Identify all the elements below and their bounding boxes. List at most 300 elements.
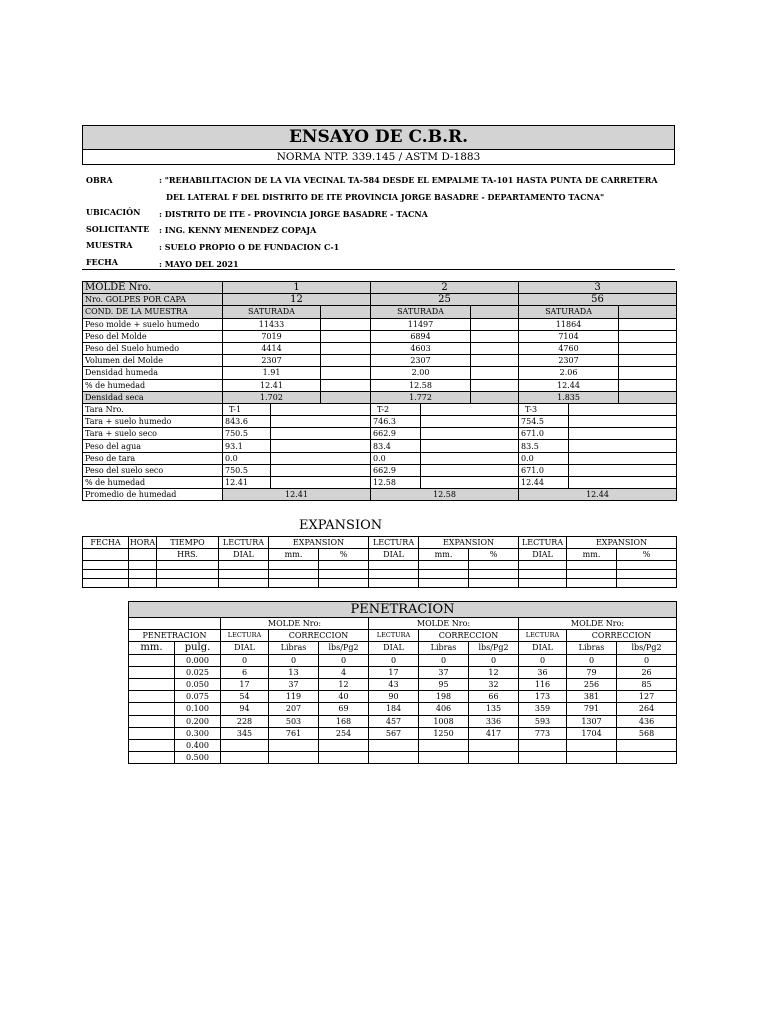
empty-cell <box>129 715 175 727</box>
empty-cell <box>129 618 221 630</box>
empty-cell <box>319 561 369 570</box>
reading-value <box>519 739 567 751</box>
reading-value: 116 <box>519 678 567 690</box>
penetracion-header: PENETRACION <box>129 630 221 642</box>
muestra-label: MUESTRA <box>86 240 133 250</box>
cond-value: SATURADA <box>371 306 471 318</box>
empty-cell <box>569 452 677 464</box>
empty-cell <box>271 477 371 489</box>
promedio-row <box>83 489 677 501</box>
reading-value: 264 <box>617 703 677 715</box>
empty-cell <box>569 440 677 452</box>
reading-value <box>269 752 319 764</box>
row-value: 11433 <box>223 318 321 330</box>
empty-cell <box>471 379 519 391</box>
empty-cell <box>157 570 219 579</box>
muestra-value: : SUELO PROPIO O DE FUNDACION C-1 <box>159 242 340 252</box>
empty-cell <box>129 703 175 715</box>
reading-value <box>567 752 617 764</box>
row-value: 4603 <box>371 342 471 354</box>
lectura-header: LECTURA <box>369 537 419 549</box>
penetracion-data-row <box>129 752 677 764</box>
reading-value: 119 <box>269 691 319 703</box>
empty-cell <box>469 579 519 588</box>
molde-data-row <box>83 367 677 379</box>
dial-header: DIAL <box>369 642 419 654</box>
row-value: 4760 <box>519 342 619 354</box>
reading-value <box>519 752 567 764</box>
empty-cell <box>271 440 371 452</box>
tara-value: 662.9 <box>371 428 421 440</box>
empty-cell <box>567 561 617 570</box>
reading-value: 0 <box>469 654 519 666</box>
penetracion-header-row <box>129 630 677 642</box>
molde-nro-header: MOLDE Nro: <box>369 618 519 630</box>
empty-cell <box>617 570 677 579</box>
tara-value: 0.0 <box>223 452 271 464</box>
empty-cell <box>421 428 519 440</box>
reading-value: 12 <box>319 678 369 690</box>
empty-cell <box>157 561 219 570</box>
empty-cell <box>471 367 519 379</box>
tara-value: 83.5 <box>519 440 569 452</box>
empty-cell <box>519 570 567 579</box>
row-value: 11864 <box>519 318 619 330</box>
row-value: 1.835 <box>519 391 619 403</box>
reading-value: 593 <box>519 715 567 727</box>
reading-value: 568 <box>617 727 677 739</box>
reading-value: 173 <box>519 691 567 703</box>
reading-value: 256 <box>567 678 617 690</box>
empty-cell <box>271 428 371 440</box>
tara-value: 0.0 <box>519 452 569 464</box>
empty-cell <box>619 342 677 354</box>
row-value: 2.06 <box>519 367 619 379</box>
reading-value <box>319 739 369 751</box>
empty-cell <box>421 477 519 489</box>
empty-cell <box>219 570 269 579</box>
cond-label: COND. DE LA MUESTRA <box>83 306 223 318</box>
reading-value: 40 <box>319 691 369 703</box>
hrs-header: HRS. <box>157 549 219 561</box>
reading-value: 36 <box>519 666 567 678</box>
dial-header: DIAL <box>219 549 269 561</box>
expansion-empty-row <box>83 561 677 570</box>
penetracion-data-row <box>129 703 677 715</box>
row-label: Peso de tara <box>83 452 223 464</box>
correccion-header: CORRECCION <box>419 630 519 642</box>
empty-cell <box>471 391 519 403</box>
pulg-header: pulg. <box>175 642 221 654</box>
empty-cell <box>519 579 567 588</box>
ubicacion-value: : DISTRITO DE ITE - PROVINCIA JORGE BASADRE - TACNA <box>159 209 428 219</box>
reading-value: 436 <box>617 715 677 727</box>
tara-value: 93.1 <box>223 440 271 452</box>
units-row <box>129 642 677 654</box>
tara-value: 12.41 <box>223 477 271 489</box>
reading-value: 32 <box>469 678 519 690</box>
penetracion-title: PENETRACION <box>129 602 677 618</box>
tara-row <box>83 440 677 452</box>
tara-value: 754.5 <box>519 416 569 428</box>
molde-data-row <box>83 318 677 330</box>
reading-value: 85 <box>617 678 677 690</box>
tara-row <box>83 452 677 464</box>
mm-header: mm. <box>419 549 469 561</box>
fecha-value: : MAYO DEL 2021 <box>159 259 239 269</box>
reading-value: 503 <box>269 715 319 727</box>
reading-value: 0 <box>369 654 419 666</box>
empty-cell <box>129 739 175 751</box>
row-value: 1.702 <box>223 391 321 403</box>
pct-header: % <box>617 549 677 561</box>
cond-value: SATURADA <box>519 306 619 318</box>
penetracion-data-row <box>129 666 677 678</box>
empty-cell <box>129 654 175 666</box>
tara-value: 662.9 <box>371 464 421 476</box>
lbspg2-header: lbs/Pg2 <box>469 642 519 654</box>
empty-cell <box>129 561 157 570</box>
reading-value: 1250 <box>419 727 469 739</box>
empty-cell <box>129 666 175 678</box>
molde-data-row <box>83 379 677 391</box>
empty-cell <box>157 579 219 588</box>
mm-header: mm. <box>129 642 175 654</box>
row-value: 2307 <box>223 355 321 367</box>
empty-cell <box>269 570 319 579</box>
reading-value: 1704 <box>567 727 617 739</box>
pct-header: % <box>319 549 369 561</box>
pulg-value: 0.075 <box>175 691 221 703</box>
correccion-header: CORRECCION <box>269 630 369 642</box>
empty-cell <box>619 306 677 318</box>
empty-cell <box>269 579 319 588</box>
empty-cell <box>129 752 175 764</box>
molde-number: 1 <box>223 282 371 294</box>
reading-value: 13 <box>269 666 319 678</box>
reading-value <box>319 752 369 764</box>
reading-value: 79 <box>567 666 617 678</box>
empty-cell <box>469 561 519 570</box>
empty-cell <box>129 579 157 588</box>
row-label: Peso del Molde <box>83 330 223 342</box>
empty-cell <box>129 678 175 690</box>
tiempo-header: TIEMPO <box>157 537 219 549</box>
reading-value: 90 <box>369 691 419 703</box>
golpes-value: 56 <box>519 294 677 306</box>
fecha-header: FECHA <box>83 537 129 549</box>
reading-value: 761 <box>269 727 319 739</box>
reading-value: 95 <box>419 678 469 690</box>
mm-header: mm. <box>567 549 617 561</box>
reading-value: 184 <box>369 703 419 715</box>
reading-value: 207 <box>269 703 319 715</box>
row-label: Densidad seca <box>83 391 223 403</box>
empty-cell <box>83 549 129 561</box>
empty-cell <box>567 570 617 579</box>
reading-value <box>469 752 519 764</box>
row-value: 12.44 <box>519 379 619 391</box>
penetracion-title-row <box>129 602 677 618</box>
reading-value <box>221 752 269 764</box>
reading-value <box>221 739 269 751</box>
molde-nro-header: MOLDE Nro: <box>221 618 369 630</box>
reading-value <box>617 739 677 751</box>
promedio-value: 12.44 <box>519 489 677 501</box>
reading-value: 66 <box>469 691 519 703</box>
row-value: 4414 <box>223 342 321 354</box>
penetracion-data-row <box>129 691 677 703</box>
row-value: 1.772 <box>371 391 471 403</box>
row-label: % de humedad <box>83 379 223 391</box>
expansion-empty-row <box>83 570 677 579</box>
reading-value: 198 <box>419 691 469 703</box>
tara-value: 12.44 <box>519 477 569 489</box>
empty-cell <box>219 561 269 570</box>
tara-value: T-1 <box>223 403 271 415</box>
penetracion-data-row <box>129 678 677 690</box>
row-value: 7019 <box>223 330 321 342</box>
lectura-header: LECTURA <box>519 630 567 642</box>
empty-cell <box>271 416 371 428</box>
empty-cell <box>321 391 371 403</box>
obra-label: OBRA <box>86 175 113 185</box>
tara-value: 746.3 <box>371 416 421 428</box>
dial-header: DIAL <box>369 549 419 561</box>
reading-value: 6 <box>221 666 269 678</box>
empty-cell <box>419 570 469 579</box>
penetracion-data-row <box>129 727 677 739</box>
empty-cell <box>321 367 371 379</box>
pct-header: % <box>469 549 519 561</box>
empty-cell <box>271 403 371 415</box>
empty-cell <box>321 306 371 318</box>
reading-value: 773 <box>519 727 567 739</box>
lectura-header: LECTURA <box>221 630 269 642</box>
norma-subtitle: NORMA NTP. 339.145 / ASTM D-1883 <box>276 151 481 163</box>
empty-cell <box>567 579 617 588</box>
dial-header: DIAL <box>519 549 567 561</box>
ubicacion-label: UBICACIÓN <box>86 207 141 217</box>
pulg-value: 0.500 <box>175 752 221 764</box>
reading-value: 37 <box>269 678 319 690</box>
reading-value: 228 <box>221 715 269 727</box>
reading-value: 567 <box>369 727 419 739</box>
expansion-header: EXPANSION <box>567 537 677 549</box>
empty-cell <box>421 464 519 476</box>
golpes-value: 12 <box>223 294 371 306</box>
empty-cell <box>619 367 677 379</box>
empty-cell <box>421 452 519 464</box>
reading-value: 0 <box>519 654 567 666</box>
empty-cell <box>569 477 677 489</box>
title-block <box>82 125 675 165</box>
cond-row <box>83 306 677 318</box>
obra-line1: : "REHABILITACION DE LA VIA VECINAL TA-584 DESDE EL EMPALME TA-101 HASTA PUNTA DE CARRETERA <box>159 175 658 185</box>
row-label: Peso molde + suelo humedo <box>83 318 223 330</box>
lectura-header: LECTURA <box>519 537 567 549</box>
tara-value: 843.6 <box>223 416 271 428</box>
expansion-header-row <box>83 537 677 549</box>
molde-data-row <box>83 330 677 342</box>
tara-row <box>83 477 677 489</box>
molde-nro-row <box>129 618 677 630</box>
cond-value: SATURADA <box>223 306 321 318</box>
report-title: ENSAYO DE C.B.R. <box>83 126 674 150</box>
reading-value: 168 <box>319 715 369 727</box>
tara-value: 750.5 <box>223 428 271 440</box>
row-value: 12.58 <box>371 379 471 391</box>
reading-value: 254 <box>319 727 369 739</box>
empty-cell <box>471 355 519 367</box>
pulg-value: 0.000 <box>175 654 221 666</box>
libras-header: Libras <box>419 642 469 654</box>
reading-value: 359 <box>519 703 567 715</box>
tara-row <box>83 403 677 415</box>
empty-cell <box>471 342 519 354</box>
hora-header: HORA <box>129 538 156 547</box>
reading-value: 0 <box>419 654 469 666</box>
empty-cell <box>617 579 677 588</box>
tara-value: 12.58 <box>371 477 421 489</box>
penetracion-data-row <box>129 739 677 751</box>
reading-value: 0 <box>221 654 269 666</box>
molde-nro-header: MOLDE Nro: <box>519 618 677 630</box>
reading-value: 69 <box>319 703 369 715</box>
empty-cell <box>321 330 371 342</box>
empty-cell <box>421 403 519 415</box>
reading-value: 0 <box>269 654 319 666</box>
row-value: 7104 <box>519 330 619 342</box>
empty-cell <box>469 570 519 579</box>
libras-header: Libras <box>567 642 617 654</box>
reading-value: 94 <box>221 703 269 715</box>
reading-value: 0 <box>319 654 369 666</box>
row-label: Densidad humeda <box>83 367 223 379</box>
pulg-value: 0.025 <box>175 666 221 678</box>
tara-value: 750.5 <box>223 464 271 476</box>
reading-value: 37 <box>419 666 469 678</box>
empty-cell <box>419 579 469 588</box>
empty-cell <box>321 318 371 330</box>
tara-value: 671.0 <box>519 464 569 476</box>
dial-header: DIAL <box>519 642 567 654</box>
expansion-title: EXPANSION <box>299 518 383 533</box>
molde-label: MOLDE Nro. <box>83 282 223 294</box>
reading-value: 406 <box>419 703 469 715</box>
row-value: 11497 <box>371 318 471 330</box>
tara-value: 671.0 <box>519 428 569 440</box>
molde-data-row <box>83 342 677 354</box>
reading-value: 43 <box>369 678 419 690</box>
molde-data-row <box>83 355 677 367</box>
lbspg2-header: lbs/Pg2 <box>319 642 369 654</box>
row-value: 2.00 <box>371 367 471 379</box>
obra-line2: DEL LATERAL F DEL DISTRITO DE ITE PROVINCIA JORGE BASADRE - DEPARTAMENTO TACNA" <box>166 192 605 202</box>
tara-value: 0.0 <box>371 452 421 464</box>
solicitante-label: SOLICITANTE <box>86 224 150 234</box>
reading-value: 135 <box>469 703 519 715</box>
expansion-header: EXPANSION <box>269 537 369 549</box>
row-value: 1.91 <box>223 367 321 379</box>
empty-cell <box>619 391 677 403</box>
penetracion-data-row <box>129 654 677 666</box>
row-label: Peso del Suelo humedo <box>83 342 223 354</box>
expansion-header: EXPANSION <box>419 537 519 549</box>
tara-row <box>83 416 677 428</box>
empty-cell <box>129 570 157 579</box>
golpes-label: Nro. GOLPES POR CAPA <box>83 294 223 306</box>
mm-header: mm. <box>269 549 319 561</box>
reading-value: 12 <box>469 666 519 678</box>
empty-cell <box>569 403 677 415</box>
reading-value: 417 <box>469 727 519 739</box>
row-value: 12.41 <box>223 379 321 391</box>
row-label: Volumen del Molde <box>83 355 223 367</box>
empty-cell <box>569 464 677 476</box>
row-label: % de humedad <box>83 477 223 489</box>
empty-cell <box>219 579 269 588</box>
reading-value: 17 <box>221 678 269 690</box>
reading-value <box>419 752 469 764</box>
reading-value: 54 <box>221 691 269 703</box>
molde-table <box>82 281 677 501</box>
empty-cell <box>321 355 371 367</box>
empty-cell <box>319 570 369 579</box>
tara-value: T-3 <box>519 403 569 415</box>
row-label: Peso del agua <box>83 440 223 452</box>
row-label: Tara Nro. <box>83 403 223 415</box>
empty-cell <box>271 452 371 464</box>
row-value: 2307 <box>519 355 619 367</box>
empty-cell <box>619 318 677 330</box>
row-label: Tara + suelo humedo <box>83 416 223 428</box>
row-label: Peso del suelo seco <box>83 464 223 476</box>
reading-value: 26 <box>617 666 677 678</box>
reading-value: 17 <box>369 666 419 678</box>
empty-cell <box>471 318 519 330</box>
empty-cell <box>271 464 371 476</box>
reading-value <box>567 739 617 751</box>
promedio-label: Promedio de humedad <box>83 489 223 501</box>
empty-cell <box>619 330 677 342</box>
reading-value: 791 <box>567 703 617 715</box>
empty-cell <box>369 570 419 579</box>
expansion-table <box>82 536 677 588</box>
empty-cell <box>321 342 371 354</box>
reading-value: 336 <box>469 715 519 727</box>
lectura-header: LECTURA <box>219 537 269 549</box>
molde-number-row <box>83 282 677 294</box>
empty-cell <box>471 330 519 342</box>
pulg-value: 0.050 <box>175 678 221 690</box>
reading-value: 457 <box>369 715 419 727</box>
dial-header: DIAL <box>221 642 269 654</box>
row-value: 2307 <box>371 355 471 367</box>
empty-cell <box>269 561 319 570</box>
pulg-value: 0.200 <box>175 715 221 727</box>
reading-value <box>369 739 419 751</box>
reading-value: 381 <box>567 691 617 703</box>
empty-cell <box>569 416 677 428</box>
empty-cell <box>471 306 519 318</box>
empty-cell <box>421 440 519 452</box>
empty-cell <box>319 579 369 588</box>
empty-cell <box>419 561 469 570</box>
pulg-value: 0.100 <box>175 703 221 715</box>
tara-row <box>83 464 677 476</box>
correccion-header: CORRECCION <box>567 630 677 642</box>
